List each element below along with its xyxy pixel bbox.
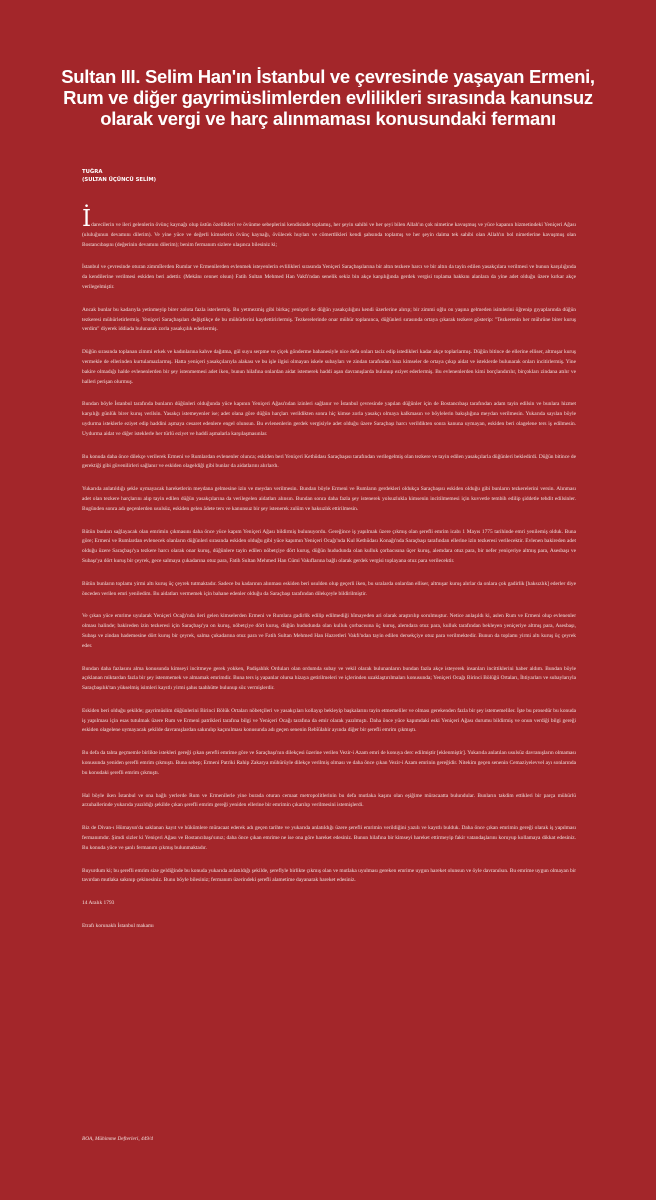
tugra-sublabel: (SULTAN ÜÇÜNCÜ SELİM): [82, 177, 157, 183]
tugra-block: [82, 168, 156, 184]
paragraph: Buyurdum ki; bu şerefli emrim size geldiğinde bu konuda yukarıda anlatıldığı şekilde, şereflyle birlikte çıkmış olan ve mutlaka uyulması gereken emrime uygun hareket olunsun ve öyle davranılsın. Bu emrime uygun olmayan bir tavırdan mutlaka sakınıp çekinesiniz. Bunu böyle bilesiniz; fermanım üzerindeki şerefli alametime dayanarak hareket edesiniz.: [82, 867, 576, 884]
paragraph: Eskiden beri olduğu şekilde; gayrimüslim düğünlerini Birinci Bölük Ortaları nöbetçileri ve yasakçıları kollayıp bekleyip başkalarını tayin etmemeliler ve olması gerekenden fazla bir şey istememeliler. İşte bu prosedür bu konuda iş yapılması için esas tutulmak üzere Rum ve Ermeni patrikleri tarafına bilgi ve Yeniçeri Ocağı tarafına da emir olarak yazılmıştı. Daha önce yüce kapımdaki eski Yeniçeri Ağası durumu bildirmiş ve onun verdiği bilgi gereği eskiden olagelene uymayacak şekilde davranışlardan sakınılıp kaçınılması konusunda adı geçen senenin Rebîülahir ayında diğer bir şerefli emrim çıkmıştı.: [82, 707, 576, 734]
paragraph: Bundan daha fazlasını alma konusunda kimseyi incitmeye gerek yokken, Padişahlık Orduları olan ordumda subay ve vekil olarak bulunanların bundan fazla akçe isteyerek insanları incittiklerini haber aldım. Bundan böyle açıklanan miktardan fazla bir şey istenmemek ve almamak emrimdir. Buna ters iş yapanlar olursa hizaya getirilmeleri ve içlerinden uzaklaştırılmaları konusunda; Yeniçeri Ocağı Birinci Bölüğü Ortaları, İhtiyarları ve subaylarıyla Saraçbaşılık'tan yükselmiş isimleri kayıtlı yirmi şahıs taahhütte bulunup söz vermişlerdir.: [82, 665, 576, 692]
paragraph: İstanbul ve çevresinde oturan zimmîlerden Rumlar ve Ermenilerden evlenmek isteyenlerin evlilikleri sırasında Yeniçeri Saraçbaşılarına bir altın tezkere harcı ve bir altın da tayin edilen yasakçılara verilmesi ve bunun karşılığında da kendilerine verilmesi eskiden beri adettir. (Mekânı cennet olsun) Fatih Sultan Mehmed Han Vakfı'ndan senelik sekiz bin akçe karşılığında gerdek vergisi toplama hakkını alanlara da yine adet olduğu üzere kırkar akçe verilegelmiştir.: [82, 264, 576, 290]
paragraph: Bütün bunları sağlayacak olan emrimin çıkmasını daha önce yüce kapım Yeniçeri Ağası bildirmiş bulunuyordu. Gereğince iş yapılmak üzere çıkmış olan şerefli emrim icabı 1 Mayıs 1775 tarihinde emri yenilemiş olduk. Buna göre; Ermeni ve Rumlardan evlenecek olanların düğünleri sırasında eskiden olduğu gibi yüce kapımın Yeniçeri Ocağı'nda Kul Kethüdası Konağı'nda Saraçbaşı tarafından ellerine izin tezkeresi verilecektir. Evlenen bakireden adet olduğu üzere Saraçbaşı'ya tezkere harcı olarak onar kuruş, düğünlere tayin edilen nöbetçiye dört kuruş, düğün hududunda olan kulluk çorbacısına üçer kuruş, alemdara otuz para, bir nefer yeniçeriye altmış para, Asesbaşı ve Subaşı'ya dört kuruş bir çeyrek, gece salmaya çukadarına otuz para, Fatih Sultan Mehmed Han Cümi Vakıflarına bağlı olarak gerdek vergisi toplayana otuz para verilecektir.: [82, 528, 576, 564]
paragraph: Biz de Divan-ı Hümayun'da saklanan kayıt ve hükümlere müracaat ederek adı geçen tarihte ve yukarıda anlatıldığı üzere şerefli emrimin verildiğini yazılı ve kayıtlı bulduk. Daha önce çıkan emrimin gereği olarak iş yapılması fermanımdır. Şimdi sizler ki Yeniçeri Ağası ve Bostancıbaşı'sınız; daha önce çıkan emrime ne ise ona göre hareket edesiniz. Bunun hilafına bir kimseyi hareket ettirmeyip fakir vatandaşlarını koruyup kollamaya dikkat edesiniz. Bu konuda yüce ve şanlı fermanım çıkmış bulunmaktadır.: [82, 825, 576, 851]
paragraph: Bu konuda daha önce dilekçe verilerek Ermeni ve Rumlardan evlenenler olunca; eskiden beri Yeniçeri Kethüdası Saraçbaşısı tarafından verilegelmiş olan tezkere ve tayin edilen yasakçılarla düğünleri bekledirdi. Düğün bitince de gerektiği gibi güvenilirleri sağlanır ve eskiden olageldiği gibi bunlar da aidatlarını alırlardı.: [82, 453, 576, 470]
first-paragraph: [82, 206, 576, 250]
tugra-label: TUĞRA: [82, 169, 103, 175]
source-citation: BOA, Mühimme Defterleri, 449/4: [82, 1136, 154, 1142]
paragraph: Ve çıkan yüce emrime uyularak Yeniçeri Ocağı'nda ileri gelen kimselerden Ermeni ve Rumlara gadirlik edilip edilmediği hîmayeden ari olarak araştırılıp sorulmuştur. Netice anlaşıldı ki, aslen Rum ve Ermeni olup evlenenler olması halinde; bakireden izin tezkeresi için Saraçbaşı'ya on kuruş, nöbetçiye dört kuruş, düğün hududunda olan kulluk çorbacısına üç kuruş, alemdara otuz para, kulluk tarafından bekleyen yeniçeriye altmış para, Asesbaşı, Subaşı ve zindan hademesine dört kuruş bir çeyrek, salma çukadarına otuz para ve Fatih Sultan Mehmed Han Hazretleri Vakfı'ndan tayin edilen dersekçiye otuz para verilmektedir. Bunun da toplamı yirmi altı kuruş üç çeyrek eder.: [82, 613, 576, 649]
drop-cap: İ: [82, 206, 92, 232]
paragraph: Bütün bunların toplamı yirmi altı kuruş üç çeyrek tutmaktadır. Sadece bu kadarının alınması eskiden beri usulden olup geçerli iken, bu sıralarda onlardan elliser, altmışar kuruş alırlar da onlara çok gadirlik [haksızlık] ederler diye önceden verilen emri yeniledim. Bu aidatları vermemek için bahane edenler olduğu da Saraçbaşı tarafından dilekçeyle bildirilmiştir.: [82, 580, 576, 597]
document-body: [82, 206, 576, 945]
document-place: Etrafı korunaklı İstanbul makamı: [82, 923, 154, 930]
first-paragraph-text: darecilerin ve ileri gelenlerin övünç kaynağı olup üstün özellikleri ve övünme sebeplerini kendisinde toplamış, her şeyin sahibi ve her şeyi bilen Allah'ın çok nimetine kavuşmuş ve yüce kapanın hizmetindeki Yeniçeri Ağası (ululuğunun devamını dilerim). Ve yine yüce ve değerli kimselerin övünç kaynağı, övülecek huyları ve cömertlikleri kendi şahsında toplamış ve her şeyin daima tek sahibi olan Allah'ın bol nimetlerine kavuşmuş olan Bostancıbaşını (değerinin devamını dilerim); benim fermanım sizlere ulaşınca bilesiniz ki;: [82, 222, 576, 248]
paragraph: Yukarıda anlatıldığı şekle uymayacak hareketlerin meydana gelmesine izin ve meydan verilmesin. Bundan böyle Ermeni ve Rumların gerdekleri oldukça Saraçbaşısı eskiden olduğu gibi bunların tezkerelerini versin. Alınması adet olan tezkere harçlarını alıp tayin edilen düğün yasakçılarına da verilegelen aidatları alınsın. Bundan sonra daha fazla şey istenerek yolsuzlukla kimsenin incitilmemesi için kuvvetle tembih edilip şiddetle tehdit edilsinler. Bugünden sonra adı geçenlerden usulsüz, eskiden gelen âdete ters ve kanunsuz bir şey istenerek zulüm ve haksızlık ettirilmesin.: [82, 486, 576, 512]
document-date: 14 Aralık 1793: [82, 900, 115, 907]
paragraph: Bundan böyle İstanbul tarafında bunların düğünleri olduğunda yüce kapının Yeniçeri Ağası'ndan izinleri sağlanır ve İstanbul çevresinde yapılan düğünler için de Bostancıbaşı tarafından adam tayin edilsin ve bunlara hizmet karşılığı günlük birer kuruş verilsin. Yasakçı istemeyenler ise; adet olana göre düğün harçları verildikten sonra hiç kimse zorla yasakçı olmaya kalkmasın ve böylelerin bakışlığına meydan verilmesin. Yukarıda sayılan böyle uydurma isteklerle eziyet edip haddini aşmaya cesaret edenlere engel olunsun. Bu evlenenlerin gerdek vergisiyle adet olduğu üzere Saraçbaşı harcı verildikten sonra kanuna uymayan, eskiden beri olagelene ters iş edilmesin. Uydurma aidat ve diğer isteklerle her türlü eziyet ve haddi aşmalarla karşılaşmasınlar.: [82, 401, 576, 437]
paragraph: Bu defa da tahta geçmemle birlikte istekleri gereği çıkan şerefli emrime göre ve Saraçbaşı'nın dilekçesi üzerine verilen Vezir-i Azam emri de konuya derc edilmiştir [eklenmiştir]. Yukarıda anlatılan usulsüz davranışların olmaması konusunda yeniden şerefli emrim çıkmıştı. Buna sebep; Ermeni Patriki Rahip Zakarya mühürüyle dilekçe verilmiş olması ve daha önce çıkan Vezir-i Azam emrinin gereğidir. Nitekim geçen senenin Cemaziyelevvel ayı sonlarında bu konudaki şerefli emrim çıkmıştı.: [82, 750, 576, 776]
paragraph: Düğün sırasında toplanan zimmi erkek ve kadınlarına kahve dağıtma, gül suyu serpme ve çiçek gönderme bahanesiyle nice defa onları taciz edip istedikleri kadar akçe toplarlarmış. Düğün bitince de ellerine elliser, altmışar kuruş vermekle de ellerinden kurtulamazlarmış. Hatta yeniçeri yasakçılarıyla alakası ve bu işle ilgisi olmayan iskele subayları ve zindan tarafından bazı kimseler de ortaya çıkıp aidat ve isteklerde bulunarak onları incitirlermiş. Yine bakire olmadığı halde evlenenlerden bir şey istenmemesi adet iken, bunun hilafına onlardan aidat istemerek haddi aşan davranışlarda bulunup eziyet ederlermiş. Bu evlenenlerden kimi borçlandırılır, birçokları zindana atılır ve halleri perişan olurmuş.: [82, 349, 576, 385]
paragraph: Ancak bunlar bu kadarıyla yetinmeyip birer zolota fazla isterlermiş. Bu yetmezmiş gibi birkaç yeniçeri de düğün yasakçılığını kendi üzerlerine alırıp; bir zimmi oğlu on yaşına gelmeden isimlerini öğrenip gıyaplarında düğün tezkeresi mühürletirlermiş. Yeniçeri Saraçbaşıları değiştikçe de bu mühürlerini kaydettirirlermiş. Tezkerelerinde onar mühür toplanınca, düğünleri sırasında ortaya çıkarak tezkere gösterip: "Tezkerenin her mührüne birer kuruş verdim" diyerek iddiada bulunarak zorla yasakçılık ederlermiş.: [82, 306, 576, 333]
paragraph: Hal böyle iken İstanbul ve ona bağlı yerlerde Rum ve Ermenilerle yine burada oturan cemaat metropolitlerinin bu defa mutlaka kaşını olan eşiğime müracaatta bulundular. Bunların takdim ettikleri bir parça mühürlü arzuhallerinde yukarıda yazıldığı şekilde çıkan şerefli emrim gereği yeniden ellerine bir emrimin çıkarılıp verilmesini istemişlerdi.: [82, 792, 576, 809]
document-title: Sultan III. Selim Han'ın İstanbul ve çevresinde yaşayan Ermeni, Rum ve diğer gayrimüslimlerden evlilikleri sırasında kanunsuz olarak vergi ve harç alınmaması konusundaki fermanı: [61, 66, 595, 129]
